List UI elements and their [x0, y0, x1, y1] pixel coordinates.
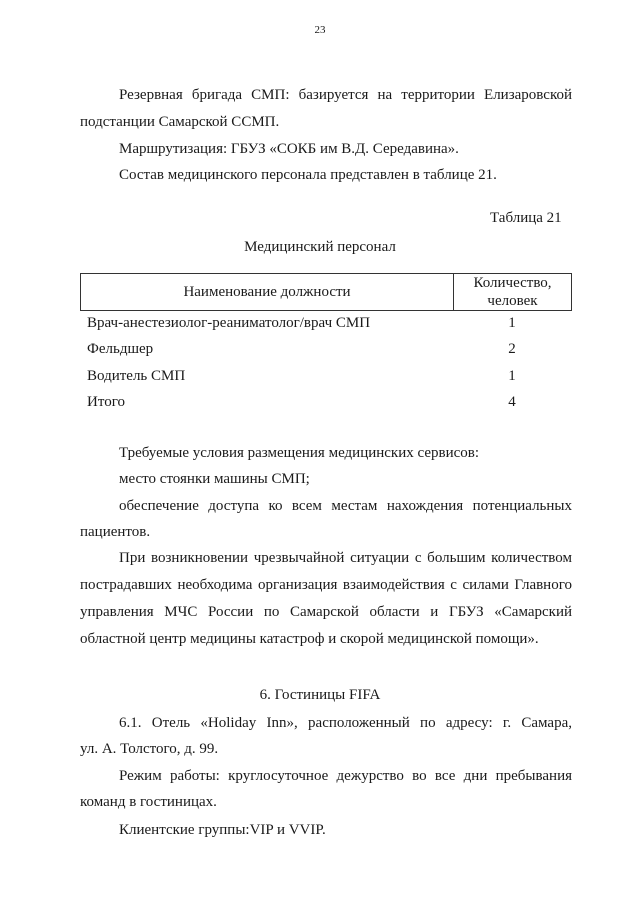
table-row-name: Итого	[87, 394, 125, 410]
paragraph-line: Маршрутизация: ГБУЗ «СОКБ им В.Д. Середавина».	[119, 141, 459, 157]
paragraph-line: команд в гостиницах.	[80, 794, 217, 810]
table-row-count: 1	[508, 315, 516, 331]
table-caption: Медицинский персонал	[244, 239, 396, 255]
paragraph-line: Состав медицинского персонала представлен в таблице 21.	[119, 167, 497, 183]
header-count-line: человек	[487, 293, 538, 309]
paragraph-line: пострадавших необходима организация взаимодействия с силами Главного	[80, 577, 572, 593]
header-count-line: Количество,	[473, 275, 552, 291]
paragraph-line: ул. А. Толстого, д. 99.	[80, 741, 219, 757]
paragraph-line: пациентов.	[80, 524, 151, 540]
table-label: Таблица 21	[490, 210, 562, 226]
paragraph-line: место стоянки машины СМП;	[119, 471, 310, 487]
paragraph-line: 6.1. Отель «Holiday Inn», расположенный по адресу: г. Самара,	[119, 715, 572, 731]
paragraph-line: Требуемые условия размещения медицинских сервисов:	[119, 445, 480, 461]
header-position: Наименование должности	[81, 274, 454, 311]
paragraph-line: управления МЧС России по Самарской области и ГБУЗ «Самарский	[80, 604, 572, 620]
header-count	[454, 274, 572, 311]
table-row-count: 1	[508, 368, 516, 384]
paragraph-line: областной центр медицины катастроф и скорой медицинской помощи».	[80, 631, 539, 647]
table-row-name: Водитель СМП	[87, 368, 186, 384]
table-row-name: Фельдшер	[87, 341, 154, 357]
paragraph-line: При возникновении чрезвычайной ситуации с большим количеством	[119, 550, 572, 566]
paragraph-line: подстанции Самарской ССМП.	[80, 114, 280, 130]
paragraph-line: Резервная бригада СМП: базируется на территории Елизаровской	[119, 87, 572, 103]
personnel-table-header	[80, 273, 572, 311]
paragraph-line: Режим работы: круглосуточное дежурство во все дни пребывания	[119, 768, 572, 784]
page-number: 23	[314, 24, 326, 36]
table-row-count: 2	[508, 341, 516, 357]
table-row-count: 4	[508, 394, 516, 410]
paragraph-line: обеспечение доступа ко всем местам нахождения потенциальных	[119, 498, 572, 514]
section-heading: 6. Гостиницы FIFA	[259, 687, 381, 703]
table-row-name: Врач-анестезиолог-реаниматолог/врач СМП	[87, 315, 371, 331]
paragraph-line: Клиентские группы:VIP и VVIP.	[119, 822, 326, 838]
